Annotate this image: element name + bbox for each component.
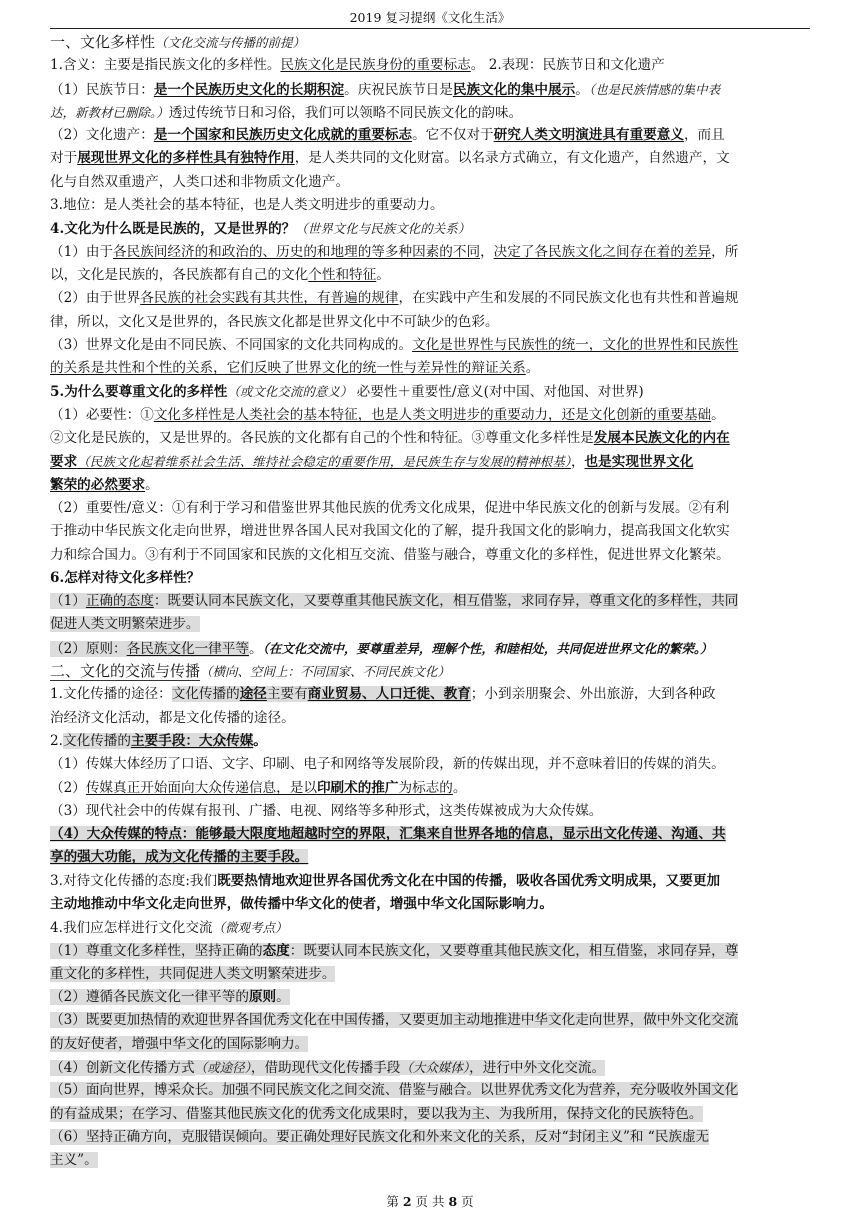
text-line [50,31,810,54]
text-run: （大众媒体） [400,1060,470,1076]
text-run: 是一个国家和民族历史文化成就的重要标志 [153,127,413,144]
text-line [50,660,810,683]
text-run: 透过传统节日和习俗，我们可以领略不同民族文化的韵味。 [168,104,523,121]
text-run: 印刷术的推广 [316,779,399,796]
text-run: ，借助现代文化传播手段 [250,1060,401,1077]
text-line [50,800,810,823]
text-run: （2）重要性/意义：①有利于学习和借鉴世界其他民族的优秀文化成果，促进中华民族文化的创新与发展。②有利 [50,499,730,516]
text-run: 5.为什么要尊重文化的多样性 [50,384,228,401]
footer-middle: 页 共 [415,1194,445,1209]
text-run: （民族文化起着维系社会生活、维持社会稳定的重要作用，是民族生存与发展的精神根基） [77,454,571,470]
text-line [50,147,810,170]
text-line [50,78,810,101]
text-run: 文化是世界性与民族性的统一，文化的世界性和民族性 [412,336,739,353]
text-run: （1）必要性：① [50,406,154,423]
text-run: 。 [575,81,589,98]
text-line [50,637,810,660]
text-run: 。它不仅对于 [412,127,494,144]
text-run: 也是实现世界文化 [584,454,694,471]
text-run: 。 [525,360,540,377]
text-line [50,264,810,287]
text-run: ②文化是民族的，又是世界的。各民族的文化都有自己的个性和特征。③尊重文化多样性是 [50,430,594,447]
text-line [50,613,810,636]
text-run: 。 2.表现：民族节日和文化遗产 [470,57,665,74]
text-run: （1）传媒大体经历了口语、文字、印刷、电子和网络等发展阶段，新的传媒出现，并不意味着旧的传媒的消失。 [50,756,725,773]
text-run: ，在实践中产生和发展的不同民族文化也有共性和普遍规 [398,290,739,307]
text-line [50,707,810,730]
text-run: 途径 [239,686,267,703]
text-run: 既要热情地欢迎世界各国优秀文化在中国的传播，吸收各国优秀文明成果，又要更加 [217,872,721,889]
text-run: 。 [711,406,725,423]
text-run: 主要有 [266,686,308,703]
text-run: 4.我们应怎样进行文化交流 [50,920,213,937]
text-run: （世界文化与民族文化的关系） [295,221,471,237]
text-run: （或途径） [194,1060,251,1076]
text-line [50,1079,810,1102]
text-run: （4）大众传媒的特点：能够最大限度地超越时空的界限，汇集来自世界各地的信息，显示出文化传递、沟通、共 [50,826,726,843]
text-run: （也是民族情感的集中表 [588,81,721,97]
text-run: 各民族间经济的和政治的、历史的和地理的等多种因素的不同 [113,243,481,260]
text-run: （2）文化遗产： [50,127,154,144]
text-run: 3.地位：是人类社会的基本特征，也是人类文明进步的重要动力。 [50,197,444,214]
text-line [50,241,810,264]
text-run: 达，新教材已删除。） [50,104,169,120]
text-line [50,1009,810,1032]
text-run: （5）面向世界，博采众长。加强不同民族文化之间交流、借鉴与融合。以世界优秀文化为营养，充分吸收外国文化 [50,1082,739,1099]
text-run: 正确的态度 [85,593,154,610]
text-line [50,963,810,986]
text-run: ，是人类共同的文化财富。以名录方式确立，有文化遗产，自然遗产，文 [294,150,730,167]
text-line [50,1056,810,1079]
text-run: （1） [50,593,86,610]
text-run: ；小到亲朋聚会、外出旅游，大到各种政 [470,686,716,703]
text-run: 的友好使者，增强中华文化的国际影响力。 [50,1035,309,1052]
text-run: 民族文化的集中展示 [452,81,576,98]
text-run: 展现世界文化的多样性具有独特作用 [77,150,295,167]
text-line [50,497,810,520]
text-run: 的有益成果；在学习、借鉴其他民族文化的优秀文化成果时，要以我为主、为我所用，保持文化的民族特色。 [50,1105,703,1122]
text-line [50,940,810,963]
text-run: （2）原则： [50,640,127,657]
text-run: （横向、空间上：不同国家、不同民族文化） [200,664,451,680]
text-run: 要求 [50,454,78,471]
text-line [50,217,810,240]
text-line [50,287,810,310]
text-line [50,544,810,567]
text-run: ， [570,454,585,471]
text-run: 各民族文化一律平等 [126,640,249,657]
text-line [50,311,810,334]
text-run: 1.含义：主要是指民族文化的多样性。 [50,57,281,74]
text-line [50,380,810,403]
text-run: 化与自然双重遗产，人类口述和非物质文化遗产。 [50,173,350,190]
text-line [50,474,810,497]
text-run: 为标志的 [398,779,453,796]
text-run: （文化交流与传播的前提） [155,35,306,50]
text-run: （2）遵循各民族文化一律平等的 [50,989,249,1006]
text-run: 对于 [50,150,78,167]
footer-prefix: 第 [386,1194,399,1209]
text-line [50,404,810,427]
text-run: 主动地推动中华文化走向世界，做传播中华文化的使者，增强中华文化国际影响力。 [50,895,553,912]
text-run: 发展本民族文化的内在 [593,430,730,447]
text-run: ，所 [711,243,739,260]
text-run: 6.怎样对待文化多样性？ [50,569,201,586]
text-run: 主义”。 [50,1152,98,1169]
text-run: 律，所以，文化又是世界的，各民族文化都是世界文化中不可缺少的色彩。 [50,313,499,330]
text-run: 。 [452,779,467,796]
text-run: ：既要认同本民族文化，又要尊重其他民族文化，相互借鉴，求同存异，尊 [289,942,739,959]
text-line [50,450,810,473]
text-run: 商业贸易、人口迁徙、教育 [307,686,471,703]
text-run: 文化传播的 [171,686,240,703]
text-run: 文化传播的 [62,732,131,749]
text-run: 4.文化为什么既是民族的，又是世界的？ [50,221,296,238]
text-run: （6）坚持正确方向，克服错误倾向。要正确处理好民族文化和外来文化的关系，反对“封闭主义”和 “民族虚无 [50,1128,710,1145]
footer-page-total: 8 [448,1194,458,1209]
text-run: 必要性＋重要性/意义(对中国、对他国、对世界) [352,384,644,401]
text-run: 原则 [248,989,277,1006]
text-run: （2）由于世界 [50,290,141,307]
text-run: 繁荣的必然要求 [50,476,146,493]
text-line [50,54,810,77]
text-line [50,124,810,147]
text-line [50,683,810,706]
footer-suffix: 页 [461,1194,474,1209]
text-run: （1）尊重文化多样性，坚持正确的 [50,942,263,959]
text-run: 1.文化传播的途径： [50,686,172,703]
text-run: （4）创新文化传播方式 [50,1060,195,1077]
text-run: ，进行中外文化交流。 [469,1060,606,1077]
text-line [50,194,810,217]
text-line [50,427,810,450]
text-line [50,916,810,939]
text-run: 传媒真正开始面向大众传递信息，是以 [85,779,317,796]
document-page [50,0,810,1173]
text-line [50,101,810,124]
footer-page-number: 2 [402,1194,412,1209]
text-run: 。 [248,640,263,657]
text-run: （1）民族节日： [50,81,154,98]
text-run: 个性和特征 [308,266,377,283]
text-run: （3）既要更加热情的欢迎世界各国优秀文化在中国传播，又要更加主动地推进中华文化走向世界，做中外文化交流 [50,1012,739,1029]
text-run: 重文化的多样性，共同促进人类文明繁荣进步。 [50,965,336,982]
text-run: 。 [145,476,159,493]
text-line [50,870,810,893]
text-line [50,1103,810,1126]
text-run: 主要手段：大众传媒 [130,732,254,749]
text-run: 二、文化的交流与传播 [50,662,201,681]
text-line [50,846,810,869]
text-run: 于推动中华民族文化走向世界，增进世界各国人民对我国文化的了解，提升我国文化的影响力，提高我国文化软实 [50,523,730,540]
text-run: 3.对待文化传播的态度:我们 [50,872,218,889]
text-line [50,357,810,380]
text-run: （或文化交流的意义） [227,384,353,400]
text-run: 。庆祝民族节日是 [344,81,453,98]
text-run: 文化多样性是人类社会的基本特征，也是人类文明进步的重要动力，还是文化创新的重要基础 [153,406,712,423]
text-line [50,1033,810,1056]
text-line [50,730,810,753]
text-line [50,520,810,543]
text-run: 力和综合国力。③有利于不同国家和民族的文化相互交流、借鉴与融合，尊重文化的多样性，促进世界文化繁荣。 [50,546,730,563]
text-run: ，而且 [683,127,725,144]
text-run: 的关系是共性和个性的关系，它们反映了世界文化的统一性与差异性的辩证关系 [50,360,526,377]
page-footer [0,1192,860,1210]
text-line [50,334,810,357]
text-run: （2） [50,779,86,796]
text-line [50,171,810,194]
text-run: ， [480,243,494,260]
text-run: （在文化交流中，要尊重差异，理解个性，和睦相处，共同促进世界文化的繁荣。） [262,640,713,656]
text-line [50,986,810,1009]
text-run: 决定了各民族文化之间存在着的差异 [493,243,712,260]
text-run: （3）世界文化是由不同民族、不同国家的文化共同构成的。 [50,336,413,353]
text-run: 。 [376,266,390,283]
text-run: 促进人类文明繁荣进步。 [50,616,200,633]
text-run: ：既要认同本民族文化，又要尊重其他民族文化，相互借鉴，求同存异，尊重文化的多样性，共同 [153,593,739,610]
text-line [50,1126,810,1149]
text-line [50,1149,810,1172]
page-header: 2019 复习提纲《文化生活》 [349,10,511,25]
text-run: 研究人类文明演进具有重要意义 [493,127,684,144]
text-run: 以，文化是民族的，各民族都有自己的文化 [50,266,309,283]
text-line [50,893,810,916]
text-run: 一、文化多样性 [50,33,156,51]
text-run: （1）由于 [50,243,114,260]
text-line [50,567,810,590]
text-run: （微观考点） [212,920,288,936]
text-run: 享的强大功能，成为文化传播的主要手段。 [50,849,309,866]
text-run: 是一个民族历史文化的长期积淀 [153,81,345,98]
text-line [50,823,810,846]
text-line [50,590,810,613]
text-run: 。 [253,732,267,749]
header-divider [50,28,810,29]
text-run: 。 [276,989,290,1006]
text-run: （3）现代社会中的传媒有报刊、广播、电视、网络等多种形式，这类传媒被成为大众传媒。 [50,802,603,819]
text-line [50,777,810,800]
text-line [50,753,810,776]
text-run: 民族文化是民族身份的重要标志 [280,57,471,74]
text-run: 各民族的社会实践有其共性，有普遍的规律 [140,290,399,307]
document-body [50,31,810,1173]
text-run: 治经济文化活动，都是文化传播的途径。 [50,709,295,726]
text-run: 态度 [262,942,290,959]
text-run: 2. [50,732,63,749]
